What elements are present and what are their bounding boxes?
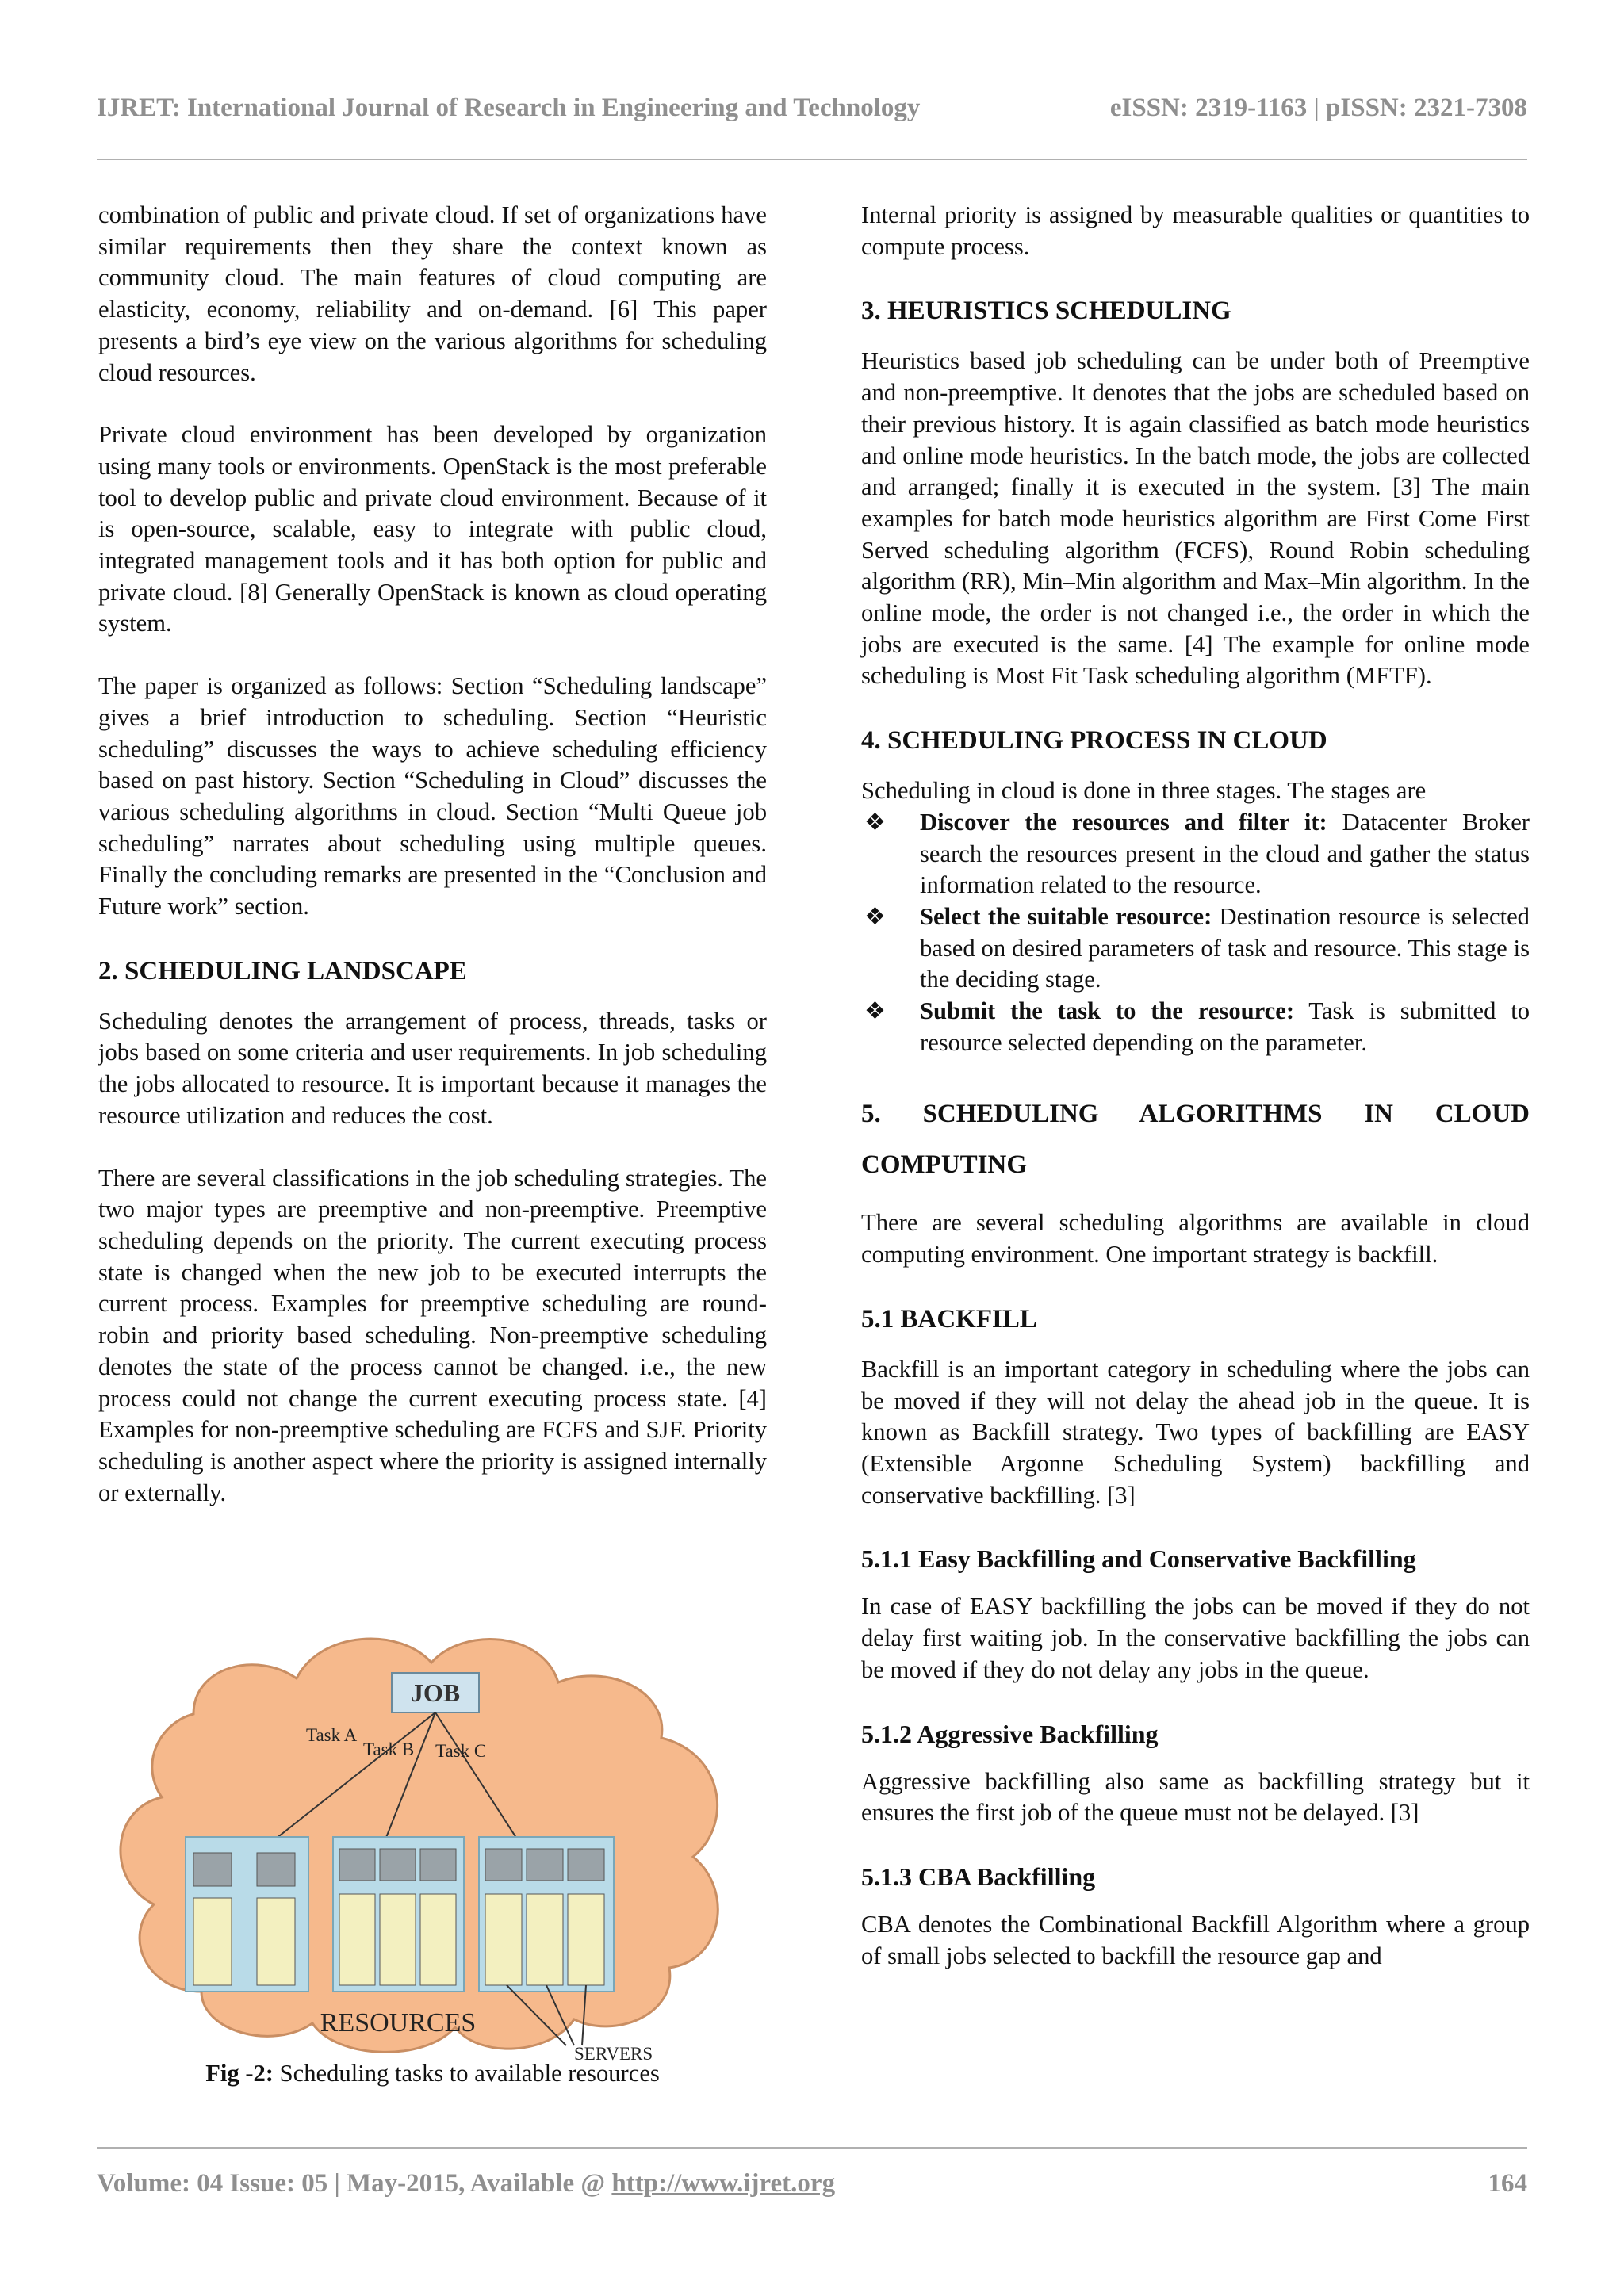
issn-info: eISSN: 2319-1163 | pISSN: 2321-7308 <box>1109 94 1527 122</box>
server-rack-1 <box>186 1837 308 1992</box>
subsection-heading: 5.1.2 Aggressive Backfilling <box>861 1719 1159 1748</box>
task-c-label: Task C <box>435 1741 487 1761</box>
figure-caption <box>98 2060 767 2087</box>
job-label: JOB <box>410 1678 461 1707</box>
section-heading: 3. HEURISTICS SCHEDULING <box>861 297 1231 326</box>
list-item: ❖ Submit the task to the resource: Task is submitted to resource selected depending on the parameter. <box>864 997 1530 1056</box>
footer-rule <box>97 2147 1527 2149</box>
left-column <box>98 200 767 1540</box>
paragraph: Scheduling denotes the arrangement of process, threads, tasks or jobs based on some criteria and user requirements. In job scheduling the jobs allocated to resource. It is important because it manages the resource utilization and reduces the cost. <box>98 1007 767 1129</box>
paragraph: There are several classifications in the job scheduling strategies. The two major types are preemptive and non-preemptive. Preemptive scheduling depends on the priority. The current executing process state is changed when the new job to be executed interrupts the current process. Examples for preemptive scheduling are round-robin and priority based scheduling. Non-preemptive scheduling denotes the state of the process cannot be changed. i.e., the new process could not change the current executing process state. [4] Examples for non-preemptive scheduling are FCFS and SJF. Priority scheduling is another aspect where the priority is assigned internally or externally. <box>98 1164 767 1506</box>
journal-link[interactable]: http://www.ijret.org <box>611 2169 836 2198</box>
diamond-bullet-icon: ❖ <box>864 998 886 1025</box>
paragraph: CBA denotes the Combinational Backfill Algorithm where a group of small jobs selected to backfill the resource gap and <box>861 1910 1530 1969</box>
paragraph: Aggressive backfilling also same as backfilling strategy but it ensures the first job of the queue must not be delayed. [3] <box>861 1767 1530 1827</box>
section-heading: 2. SCHEDULING LANDSCAPE <box>98 956 467 985</box>
section-heading: 5. SCHEDULING ALGORITHMS IN CLOUD COMPUTING <box>861 1100 1530 1180</box>
paragraph: Internal priority is assigned by measurable qualities or quantities to compute process. <box>861 201 1530 260</box>
journal-title: IJRET: International Journal of Research in Engineering and Technology <box>97 94 921 122</box>
paragraph: There are several scheduling algorithms are available in cloud computing environment. One important strategy is backfill. <box>861 1209 1530 1269</box>
task-b-label: Task B <box>363 1739 415 1759</box>
caption-text: Scheduling tasks to available resources <box>274 2060 660 2087</box>
stages-list <box>861 807 1530 1059</box>
figure-scheduling-tasks <box>98 1619 767 2110</box>
page-header <box>97 94 1527 123</box>
section-heading: 5.1 BACKFILL <box>861 1304 1037 1334</box>
task-a-label: Task A <box>306 1725 358 1745</box>
volume-info: Volume: 04 Issue: 05 | May-2015, Available @ http://www.ijret.org <box>97 2169 836 2198</box>
section-heading: 4. SCHEDULING PROCESS IN CLOUD <box>861 726 1327 756</box>
subsection-heading: 5.1.1 Easy Backfilling and Conservative Backfilling <box>861 1544 1416 1574</box>
header-rule <box>97 159 1527 160</box>
server-rack-3 <box>479 1837 614 1992</box>
page-footer <box>97 2169 1527 2198</box>
servers-label: SERVERS <box>574 2044 653 2063</box>
diamond-bullet-icon: ❖ <box>864 809 886 836</box>
paragraph: combination of public and private cloud. If set of organizations have similar requirements then they share the context known as community cloud. The main features of cloud computing are elasticity, economy, reliability and on-demand. [6] This paper presents a bird’s eye view on the various algorithms for scheduling cloud resources. <box>98 201 767 386</box>
paragraph: In case of EASY backfilling the jobs can be moved if they do not delay first waiting job. In the conservative backfilling the jobs can be moved if they do not delay any jobs in the queue. <box>861 1593 1530 1683</box>
subsection-heading: 5.1.3 CBA Backfilling <box>861 1862 1096 1891</box>
diamond-bullet-icon: ❖ <box>864 903 886 930</box>
paragraph: Backfill is an important category in scheduling where the jobs can be moved if they will not delay the ahead job in the queue. It is known as Backfill strategy. Two types of backfilling are EASY (Extensible Argonne Scheduling System) backfilling and conservative backfilling. [3] <box>861 1355 1530 1509</box>
caption-label: Fig -2: <box>205 2060 274 2087</box>
list-item: ❖ Discover the resources and filter it: Datacenter Broker search the resources present in the cloud and gather the status information related to the resource. <box>864 808 1530 899</box>
paragraph: Heuristics based job scheduling can be under both of Preemptive and non-preemptive. It denotes that the jobs are scheduled based on their previous history. It is again classified as batch mode heuristics and online mode heuristics. In the batch mode, the jobs are collected and arranged; finally it is executed in the system. [3] The main examples for batch mode heuristics algorithm are First Come First Served scheduling algorithm (FCFS), Round Robin scheduling algorithm (RR), Min–Min algorithm and Max–Min algorithm. In the online mode, the order is not changed i.e., the order in which the jobs are executed is the same. [4] The example for online mode scheduling is Most Fit Task scheduling algorithm (MFTF). <box>861 347 1530 690</box>
right-column <box>861 200 1530 2003</box>
page-number: 164 <box>1488 2169 1527 2198</box>
job-box <box>392 1673 479 1712</box>
paragraph: Scheduling in cloud is done in three stages. The stages are <box>861 777 1427 805</box>
resources-label: RESOURCES <box>320 2008 477 2038</box>
list-item: ❖ Select the suitable resource: Destination resource is selected based on desired parameters of task and resource. This stage is the deciding stage. <box>864 902 1530 993</box>
server-rack-2 <box>333 1837 464 1992</box>
paragraph: Private cloud environment has been developed by organization using many tools or environments. OpenStack is the most preferable tool to develop public and private cloud environment. Because of it is open-source, scalable, easy to integrate with public cloud, integrated management tools and it has both option for public and private cloud. [8] Generally OpenStack is known as cloud operating system. <box>98 421 767 637</box>
paragraph: The paper is organized as follows: Section “Scheduling landscape” gives a brief introduction to scheduling. Section “Heuristic scheduling” discusses the ways to achieve scheduling efficiency based on past history. Section “Scheduling in Cloud” discusses the various scheduling algorithms in cloud. Section “Multi Queue job scheduling” narrates about scheduling using multiple queues. Finally the concluding remarks are presented in the “Conclusion and Future work” section. <box>98 672 767 920</box>
cloud-diagram <box>98 1619 767 2063</box>
